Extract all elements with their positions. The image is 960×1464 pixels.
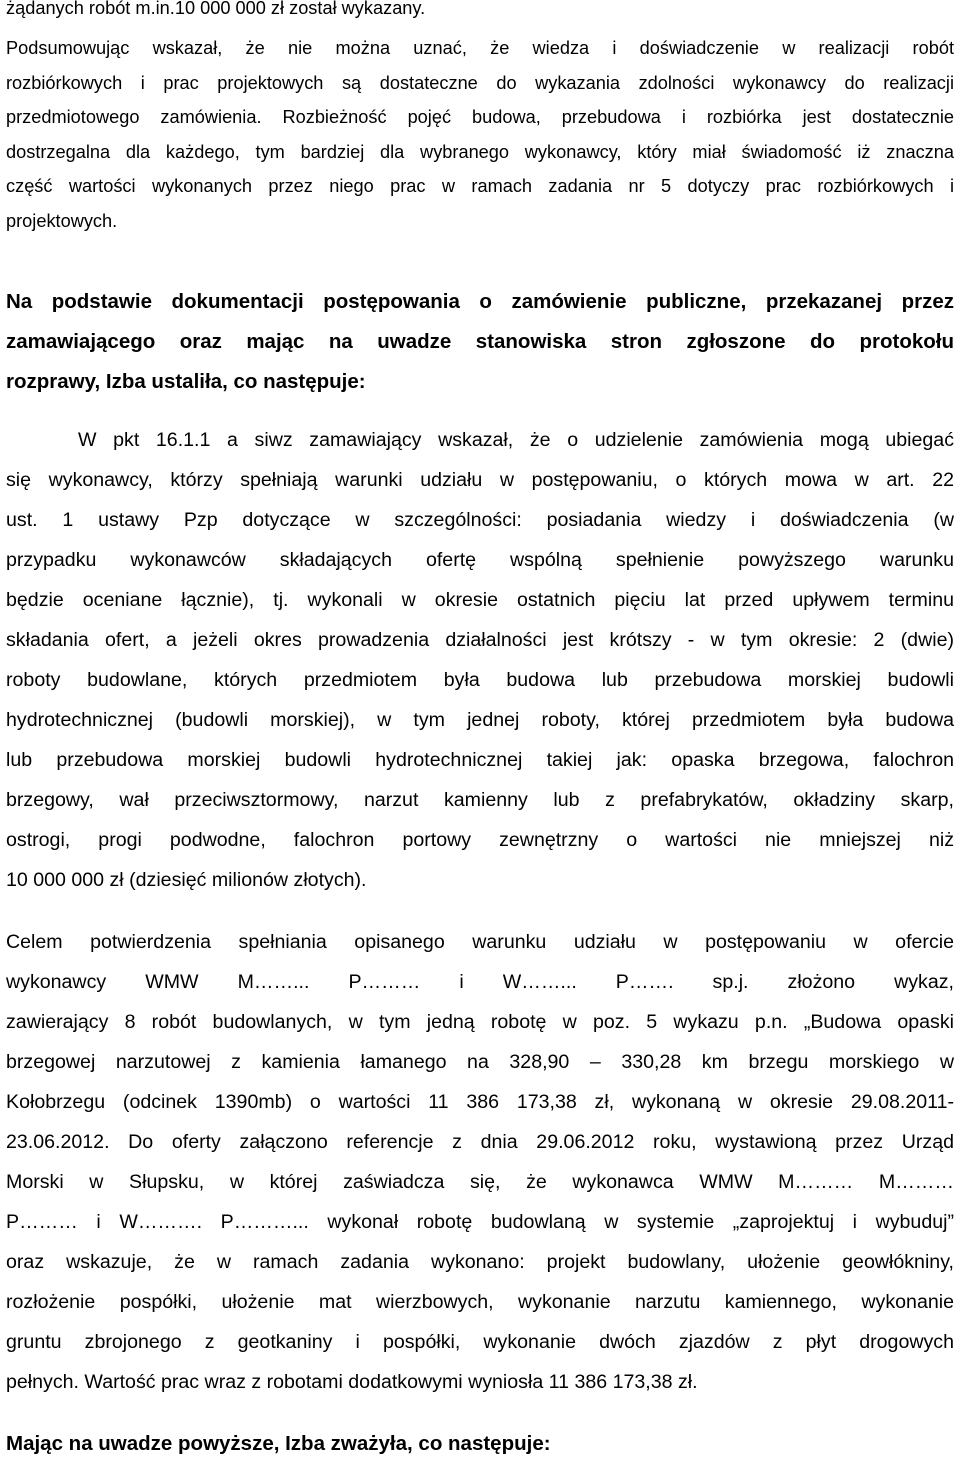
text-line: się wykonawcy, którzy spełniają warunki udziału w postępowaniu, o których mowa w art. 22 bbox=[6, 469, 954, 491]
text-line: dostrzegalna dla każdego, tym bardziej dla wybranego wykonawcy, który miał świadomość iż znaczna bbox=[6, 141, 954, 162]
paragraph-offer-confirmation bbox=[6, 922, 954, 1402]
text-line: wykonawcy WMW M……... P……… i W……... P……. sp.j. złożono wykaz, bbox=[6, 971, 954, 993]
text-line: 23.06.2012. Do oferty załączono referencje z dnia 29.06.2012 roku, wystawioną przez Urząd bbox=[6, 1131, 954, 1153]
text-line: przedmiotowego zamówienia. Rozbieżność pojęć budowa, przebudowa i rozbiórka jest dostatecznie bbox=[6, 107, 954, 127]
text-line: ust. 1 ustawy Pzp dotyczące w szczególności: posiadania wiedzy i doświadczenia (w bbox=[6, 509, 954, 531]
text-line: ostrogi, progi podwodne, falochron portowy zewnętrzny o wartości nie mniejszej niż bbox=[6, 829, 954, 851]
paragraph-tender-condition bbox=[6, 420, 954, 900]
text-line: P……… i W………. P………... wykonał robotę budowlaną w systemie „zaprojektuj i wybuduj” bbox=[6, 1211, 954, 1233]
text-line: rozłożenie pospółki, ułożenie mat wierzbowych, wykonanie narzutu kamiennego, wykonanie bbox=[6, 1291, 954, 1313]
text-line: zawierający 8 robót budowlanych, w tym jedną robotę w poz. 5 wykazu p.n. „Budowa opaski bbox=[6, 1011, 954, 1033]
text-line: żądanych robót m.in.10 000 000 zł został wykazany. bbox=[6, 0, 426, 18]
text-line: W pkt 16.1.1 a siwz zamawiający wskazał, że o udzielenie zamówienia mogą ubiegać bbox=[78, 429, 954, 451]
text-line: składania ofert, a jeżeli okres prowadzenia działalności jest krótszy - w tym okresie: 2 (dwie) bbox=[6, 629, 954, 651]
text-line: Na podstawie dokumentacji postępowania o zamówienie publiczne, przekazanej przez bbox=[6, 290, 954, 313]
text-line: brzegowy, wał przeciwsztormowy, narzut kamienny lub z prefabrykatów, okładziny skarp, bbox=[6, 789, 954, 811]
text-line: będzie oceniane łącznie), tj. wykonali w okresie ostatnich pięciu lat przed upływem terminu bbox=[6, 589, 954, 611]
text-line: rozprawy, Izba ustaliła, co następuje: bbox=[6, 370, 366, 393]
text-line: hydrotechnicznej (budowli morskiej), w tym jednej roboty, której przedmiotem była budowa bbox=[6, 709, 954, 731]
text-line: brzegowej narzutowej z kamienia łamanego na 328,90 – 330,28 km brzegu morskiego w bbox=[6, 1051, 954, 1073]
text-line: Morski w Słupsku, w której zaświadcza się, że wykonawca WMW M……… M……… bbox=[6, 1171, 954, 1193]
text-line: część wartości wykonanych przez niego prac w ramach zadania nr 5 dotyczy prac rozbiórkowych i bbox=[6, 176, 954, 196]
text-line: Kołobrzegu (odcinek 1390mb) o wartości 11 386 173,38 zł, wykonaną w okresie 29.08.2011- bbox=[6, 1091, 954, 1113]
text-line: Mając na uwadze powyższe, Izba zważyła, co następuje: bbox=[6, 1432, 551, 1455]
text-line: gruntu zbrojonego z geotkaniny i pospółki, wykonanie dwóch zjazdów z płyt drogowych bbox=[6, 1331, 954, 1353]
text-line: roboty budowlane, których przedmiotem była budowa lub przebudowa morskiej budowli bbox=[6, 669, 954, 691]
text-line: 10 000 000 zł (dziesięć milionów złotych). bbox=[6, 869, 367, 891]
text-line: pełnych. Wartość prac wraz z robotami dodatkowymi wyniosła 11 386 173,38 zł. bbox=[6, 1371, 698, 1393]
text-line: rozbiórkowych i prac projektowych są dostateczne do wykazania zdolności wykonawcy do realizacji bbox=[6, 72, 954, 93]
considerations-heading bbox=[6, 1424, 954, 1464]
findings-intro-heading bbox=[6, 282, 954, 402]
paragraph-continuation bbox=[6, 0, 954, 26]
text-line: zamawiającego oraz mając na uwadze stanowiska stron zgłoszone do protokołu bbox=[6, 330, 954, 353]
paragraph-summary bbox=[6, 31, 954, 238]
text-line: Podsumowując wskazał, że nie można uznać, że wiedza i doświadczenie w realizacji robót bbox=[6, 38, 954, 58]
text-line: Celem potwierdzenia spełniania opisanego warunku udziału w postępowaniu w ofercie bbox=[6, 931, 954, 953]
text-line: oraz wskazuje, że w ramach zadania wykonano: projekt budowlany, ułożenie geowłókniny, bbox=[6, 1251, 954, 1273]
text-line: przypadku wykonawców składających ofertę wspólną spełnienie powyższego warunku bbox=[6, 549, 954, 571]
text-line: projektowych. bbox=[6, 210, 118, 231]
text-line: lub przebudowa morskiej budowli hydrotechnicznej takiej jak: opaska brzegowa, falochron bbox=[6, 749, 954, 771]
